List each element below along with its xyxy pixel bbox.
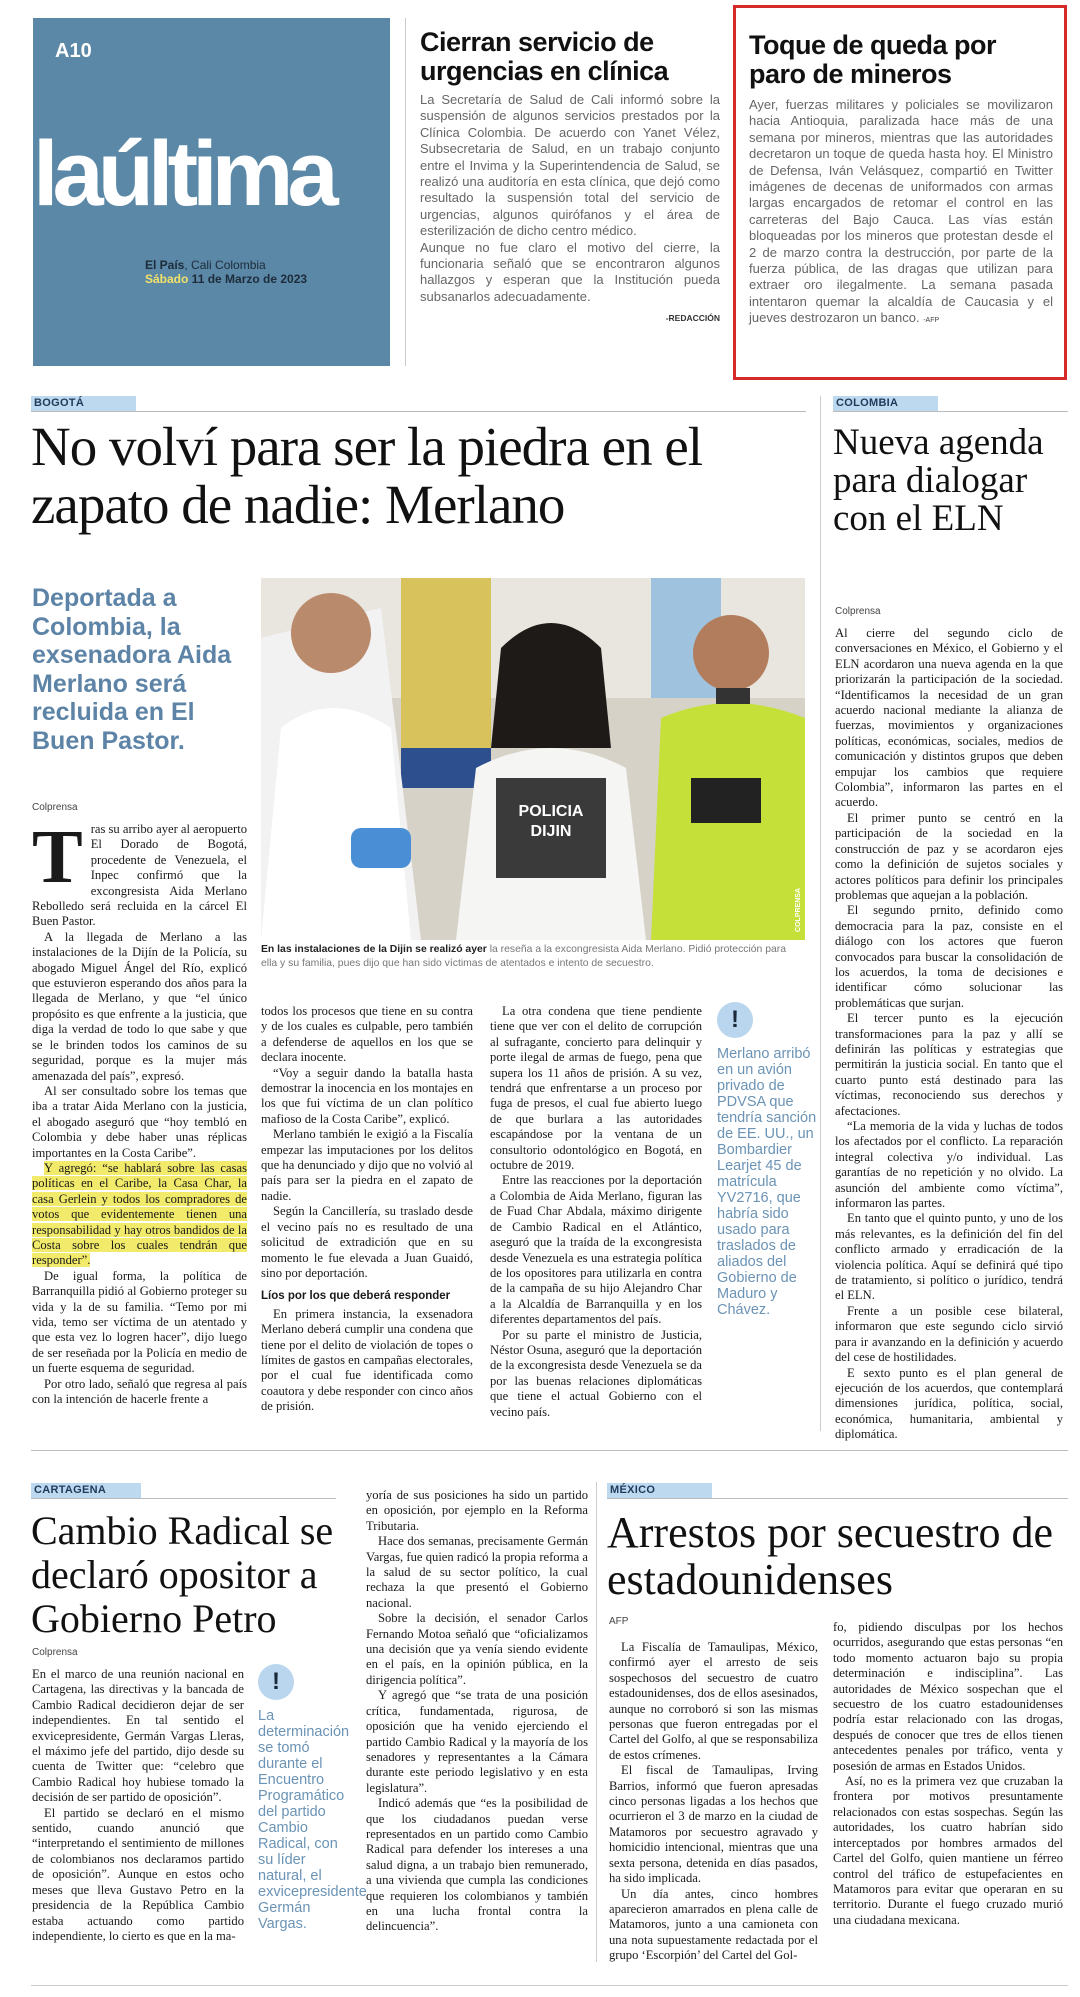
section-rule <box>607 1498 1068 1499</box>
brief-body <box>420 92 720 305</box>
body-paragraph: fo, pidiendo disculpas por los hechos ocurridos, asegurando que estas personas “en todo momento actuaron bajo su propia determinación e indisciplina”. Las autoridades de México sospechan que el secuestro de los cuatro estadounidenses podría estar relacionado con las drogas, después de conocer que tres de ellos tienen antecedentes penales por tráfico, venta y posesión de armas en Estados Unidos. <box>833 1620 1063 1773</box>
brief-title: Cierran servicio de urgencias en clínica <box>420 27 669 86</box>
body-paragraph: Al ser consultado sobre los temas que iba a tratar Aida Merlano con la justicia, el abogado aseguró que “hoy tembló en Colombia y debe haber unas réplicas importantes en la Costa Caribe”. <box>32 1083 247 1160</box>
brief-body <box>749 97 1053 330</box>
body-paragraph: todos los procesos que tiene en su contra y de los cuales es culpable, pero también a defenderse de aquellos en los que se declara inocente. <box>261 1004 473 1065</box>
column-divider <box>405 18 406 366</box>
section-rule <box>31 411 806 412</box>
body-paragraph: “La memoria de la vida y luchas de todos los afectados por el conflicto. La reparación integral colectiva y/o individual. Las garantías de no repetición y no olvido. La asunción del ambiente como víctima”, informaron las partes. <box>835 1119 1063 1211</box>
main-col-3 <box>490 1004 702 1420</box>
body-paragraph: Por otro lado, señaló que regresa al país con la intención de hacerle frente a <box>32 1376 247 1407</box>
body-paragraph: Hace dos semanas, precisamente Germán Vargas, fue quien radicó la propia reforma a la salud de su sector político, la cual rechaza la que presentó el Gobierno nacional. <box>366 1534 588 1610</box>
body-paragraph: A la llegada de Merlano a las instalaciones de la Dijín de la Policía, su abogado Miguel Ángel del Río, explicó que estuvieron esperando dos años para la llegada de Merlano, y que “el único propósito es que enfrente a la justicia, que diga la verdad de todo lo que sabe y que se le brinden todos los caminos de su seguridad, porque es la mujer más amenazada del país”, expresó. <box>32 929 247 1083</box>
body-paragraph: Merlano también le exigió a la Fiscalía empezar las imputaciones por los delitos que ha denunciado y dijo que no volvió al país para ser la piedra en el zapato de nadie. <box>261 1127 473 1203</box>
body-paragraph: E sexto punto es el plan general de ejecución de los acuerdos, que contemplará dimensiones jurídica, política, social, económica, humanitaria, ambiental y diplomática. <box>835 1365 1063 1442</box>
body-paragraph: En el marco de una reunión nacional en Cartagena, las directivas y la bancada de Cambio Radical decidieron dejar de ser independientes. En tal sentido el exvicepresidente, Germán Vargas Lleras, el máximo jefe del partido, dijo desde su cuenta de Twitter que: “celebro que Cambio Radical hoy hubiese tomado la decisión de ser partido de oposición”. <box>32 1667 244 1805</box>
eln-headline: Nueva agenda para dialogar con el ELN <box>833 422 1044 539</box>
page-section-divider <box>31 1450 1068 1451</box>
main-byline: Colprensa <box>32 802 78 813</box>
vest-text: POLICIA <box>518 803 584 820</box>
main-col-1 <box>32 815 247 1407</box>
body-paragraph: “Voy a seguir dando la batalla hasta demostrar la inocencia en los montajes en los que fui víctima de un clan político mafioso de la Costa Caribe”, explicó. <box>261 1065 473 1126</box>
exclamation-icon: ! <box>717 1002 753 1038</box>
page-number: A10 <box>55 40 92 62</box>
brief-credit: -AFP <box>923 317 940 325</box>
body-paragraph: En tanto que el quinto punto, y uno de los más relevantes, es la definición del fin del conflicto armado y erradicación de la violencia política. Aquí se definirá qué tipo de tratamiento, si político o jurídico, tendrá el ELN. <box>835 1211 1063 1303</box>
brief-paragraph: La Secretaría de Salud de Cali informó sobre la suspensión de algunos servicios prestados por la Clínica Colombia. De acuerdo con Yanet Vélez, Subsecretaria de Salud, en un trabajo conjunto entre el Invima y la Superintendencia de Salud, se realizó una auditoría en esta clínica, que dejó como resultado la suspensión total del servicio de urgencias, algunos quirófanos y el área de esterilización de dicho centro médico. <box>420 92 720 239</box>
issue-date: 11 de Marzo de 2023 <box>188 272 308 286</box>
body-paragraph: Así, no es la primera vez que cruzaban la frontera por motivos presuntamente relacionados con estas sospechas. Según las autoridades, los cuatro habrían sido interceptados por hombres armados del Cartel del Golfo, quien mantiene un férreo control del tráfico de estupefacientes en Matamoros para evitar que operaran en su territorio. Durante el fuego cruzado murió una ciudadana mexicana. <box>833 1774 1063 1927</box>
body-paragraph: De igual forma, la política de Barranquilla pidió al Gobierno proteger su vida y la de su familia. “Temo por mi vida, temo ser víctima de un atentado y que esta vez lo logren hacer”, dijo luego de ser reseñada por la Policía en medio de un fuerte esquema de seguridad. <box>32 1268 247 1376</box>
body-paragraph: La otra condena que tiene pendiente tiene que ver con el delito de corrupción al sufragante, concierto para delinquir y porte ilegal de armas de fuego, pena que supera los 11 años de prisión. A su vez, tendrá que enfrentarse a un proceso por fuga de presos, el cual fue abierto luego de que burlara a las autoridades escapándose por la ventana de un consultorio odontológico en Bogotá, en octubre de 2019. <box>490 1004 702 1173</box>
paper-name: El País <box>145 258 185 272</box>
cambio-col-1 <box>32 1667 244 1944</box>
body-paragraph: El primer punto se centró en la participación de la sociedad en la construcción de paz y se acordaron ejes como la definición de sujetos sociales y actores políticos para definir los principales problemas que aquejan a la población. <box>835 810 1063 902</box>
cambio-byline: Colprensa <box>32 1647 78 1658</box>
body-paragraph: Al cierre del segundo ciclo de conversaciones en México, el Gobierno y el ELN acordaron una nueva agenda en la que priorizarán la participación de la sociedad. “Identificamos la necesidad de un gran acuerdo nacional mediante la alianza de fuerzas, movimientos y organizaciones políticas, económicas, sociales, medios de comunicación y distintos grupos que deben empujar los cambios que requiere Colombia”, informaron las partes en el acuerdo. <box>835 626 1063 810</box>
mexico-headline: Arrestos por secuestro de estadounidenses <box>607 1508 1053 1604</box>
newspaper-logo: laúltima <box>33 123 333 225</box>
body-paragraph: Indicó además que “es la posibilidad de que los ciudadanos puedan verse representados en un partido como Cambio Radical para defender los intereses a una salud digna, a un trabajo bien remunerado, a una vivienda que cumpla las condiciones que requieren los colombianos y también en una lucha frontal contra la delincuencia”. <box>366 1796 588 1934</box>
lead-paragraph: Tras su arribo ayer al aeropuerto El Dorado de Bogotá, procedente de Venezuela, el Inpec confirmó que la excongresista Aida Merlano Rebolledo será recluida en la cárcel El Buen Pastor. <box>32 815 247 929</box>
photo-illustration <box>261 578 805 940</box>
sub-heading: Líos por los que deberá responder <box>261 1290 451 1303</box>
body-paragraph: En primera instancia, la exsenadora Merlano deberá cumplir una condena que tiene por el delito de violación de topes o límites de gastos en campañas electorales, por el cual fue identificada como coautora y debe responder con cinco años de prisión. <box>261 1306 473 1414</box>
photo-credit: COLPRENSA <box>795 888 802 932</box>
vest-text: DIJIN <box>530 823 572 840</box>
section-rule <box>31 1498 336 1499</box>
mexico-col-1 <box>609 1640 818 1964</box>
mexico-col-2 <box>833 1620 1063 1928</box>
masthead-panel <box>33 18 390 366</box>
column-divider <box>820 396 821 1431</box>
main-sidebar-note <box>717 1002 817 1318</box>
issue-day: Sábado <box>145 272 189 286</box>
exclamation-icon: ! <box>258 1664 294 1700</box>
body-paragraph: Entre las reacciones por la deportación a Colombia de Aida Merlano, figuran las de Fuad Char Abdala, máximo dirigente de Cambio Radical en el Atlántico, aseguró que la traída de la excongresista desde Venezuela es una estrategia política de los opositores para utilizarla en contra de la campaña de su hijo Alejandro Char a la Alcaldía de Barranquilla y en los diferentes departamentos del país. <box>490 1173 702 1327</box>
main-deck: Deportada a Colombia, la exsenadora Aida Merlano será recluida en El Buen Pastor. <box>32 584 232 755</box>
body-paragraph: La Fiscalía de Tamaulipas, México, confirmó ayer el arresto de seis sospechosos del secuestro de cuatro estadounidenses, dos de ellos asesinados, aunque no corroboró si son las mismas personas que fueron entregadas por el Cartel del Golfo, al que se responsabiliza de estos crímenes. <box>609 1640 818 1762</box>
body-paragraph: El fiscal de Tamaulipas, Irving Barrios, informó que fueron apresadas cinco personas ligadas a los hechos que ocurrieron el 3 de marzo en la ciudad de Matamoros por secuestro agravado y homicidio intencional, mientras que una sexta persona, detenida en días pasados, ha sido implicada. <box>609 1763 818 1886</box>
body-paragraph: Según la Cancillería, su traslado desde el vecino país no es resultado de una solicitud de extradición que en su momento le fue elevada a Juan Guaidó, sino por deportación. <box>261 1204 473 1280</box>
brief-clinica <box>420 28 720 323</box>
brief-paragraph: Ayer, fuerzas militares y policiales se movilizaron hacia Antioquia, paralizada hace más de una semana por mineros, mientras que las autoridades decretaron un toque de queda hasta hoy. El Ministro de Defensa, Iván Velásquez, compartió en Twitter imágenes de decenas de uniformados con armas largas encargados de retomar el control en las carreteras del Bajo Cauca. Las vías están bloqueadas por los mineros que protestan desde el 2 de marzo contra la destrucción, por parte de la fuerza pública, de las dragas que utilizan para extraer oro ilegalmente. La semana pasada intentaron quemar la alcaldía de Caucasia y el jueves destrozaron un banco. <box>749 97 1053 326</box>
paper-city: , Cali Colombia <box>184 258 266 272</box>
highlighted-quote: Y agregó: “se hablará sobre las casas políticas en el Caribe, la Casa Char, la casa Gerlein y todos los compradores de votos que evidentemente tienen una responsabilidad y hay otros bandidos de la Costa sobre los cuales tendrán que responder”. <box>32 1160 247 1268</box>
cambio-col-3 <box>366 1488 588 1935</box>
cambio-sidebar-note <box>258 1664 367 1932</box>
section-rule <box>833 411 1068 412</box>
photo-caption <box>261 943 805 970</box>
caption-text: la reseña a la excongresista Aida Merlano. Pidió protección para ella y su familia, pues dijo que han sido víctimas de atentados e intento de secuestro. <box>261 944 787 969</box>
section-tag-colombia: COLOMBIA <box>833 396 938 411</box>
section-tag-mexico: MÉXICO <box>607 1483 712 1498</box>
caption-lead: En las instalaciones de la Dijin se realizó ayer <box>261 944 487 955</box>
body-paragraph: El partido se declaró en el mismo sentido, cuando anunció que “interpretando el sentimiento de millones de colombianos nos declaramos partido de oposición”. Aunque en estos ocho meses que lleva Gustavo Petro en la presidencia de la República Cambio estaba actuando como partido independiente, lo cierto es que en la ma- <box>32 1805 244 1943</box>
body-paragraph: Sobre la decisión, el senador Carlos Fernando Motoa señaló que “oficializamos una decisión que ya venía siendo evidente en el país, en la opinión pública, en la dirigencia política”. <box>366 1611 588 1687</box>
body-paragraph: El tercer punto es la ejecución transformaciones para la paz y allí se definirán las políticas y estrategias que permitirán la justicia social. En tanto que el cuarto punto está destinado para las víctimas, reconociendo sus derechos y afectaciones. <box>835 1011 1063 1118</box>
eln-byline: Colprensa <box>835 606 881 617</box>
masthead-dateline <box>145 258 307 286</box>
column-divider <box>596 1482 597 1962</box>
body-paragraph: Un día antes, cinco hombres aparecieron amarrados en plena calle de Matamoros, junto a una camioneta con una nota supuestamente redactada por el grupo ‘Escorpión’ del Cartel del Gol- <box>609 1886 818 1963</box>
main-col-2 <box>261 1004 473 1415</box>
body-paragraph: Y agregó que “se trata de una posición crítica, fundamentada, rigurosa, de oposición que ha venido ejerciendo el partido Cambio Radical y la mayoría de los senadores y representantes a la Cámara durante este periodo legislativo y en esta legislatura”. <box>366 1688 588 1795</box>
sidebar-text: Merlano arribó en un avión privado de PDVSA que tendría sanción de EE. UU., un Bombardier Learjet 45 de matrícula YV2716, que habría sido usado para traslados de aliados del Gobierno de Maduro y Chávez. <box>717 1046 817 1318</box>
body-paragraph: Frente a un posible cese bilateral, informaron que este segundo ciclo sirvió para ir avanzando en la definición y acuerdo del cese de hostilidades. <box>835 1303 1063 1365</box>
body-paragraph: yoría de sus posiciones ha sido un partido en oposición, por ejemplo en la Reforma Tributaria. <box>366 1488 588 1533</box>
sidebar-text: La determinación se tomó durante el Encuentro Programático del partido Cambio Radical, con su líder natural, el exvicepresidente Germán Vargas. <box>258 1708 367 1932</box>
brief-toque-queda <box>733 5 1067 380</box>
section-tag-cartagena: CARTAGENA <box>31 1483 141 1498</box>
brief-paragraph: Aunque no fue claro el motivo del cierre, la funcionaria señaló que se encontraron algunos hallazgos y esperan que la Institución pueda subsanarlos adecuadamente. <box>420 239 720 304</box>
main-headline: No volví para ser la piedra en el zapato de nadie: Merlano <box>31 416 703 535</box>
drop-cap: T <box>32 815 83 899</box>
mexico-byline: AFP <box>609 1616 629 1627</box>
section-tag-bogota: BOGOTÁ <box>31 396 136 411</box>
cambio-headline: Cambio Radical se declaró opositor a Gobierno Petro <box>31 1508 334 1641</box>
brief-title: Toque de queda por paro de mineros <box>749 30 996 89</box>
eln-body <box>835 626 1063 1443</box>
merlano-photo <box>261 578 805 940</box>
page-bottom-rule <box>31 1985 1068 1986</box>
brief-credit: -REDACCIÓN <box>665 313 720 324</box>
body-paragraph: Por su parte el ministro de Justicia, Néstor Osuna, aseguró que la deportación de la excongresista desde Venezuela se da por las buenas relaciones diplomáticas que tiene el actual Gobierno con el vecino país. <box>490 1327 702 1419</box>
body-paragraph: El segundo prnito, definido como democracia para la paz, consiste en el diálogo con los actores que fueron convocados para buscar la consolidación de los acuerdos, la toma de decisiones e identificar cómo solucionar las problemáticas que surjan. <box>835 903 1063 1010</box>
